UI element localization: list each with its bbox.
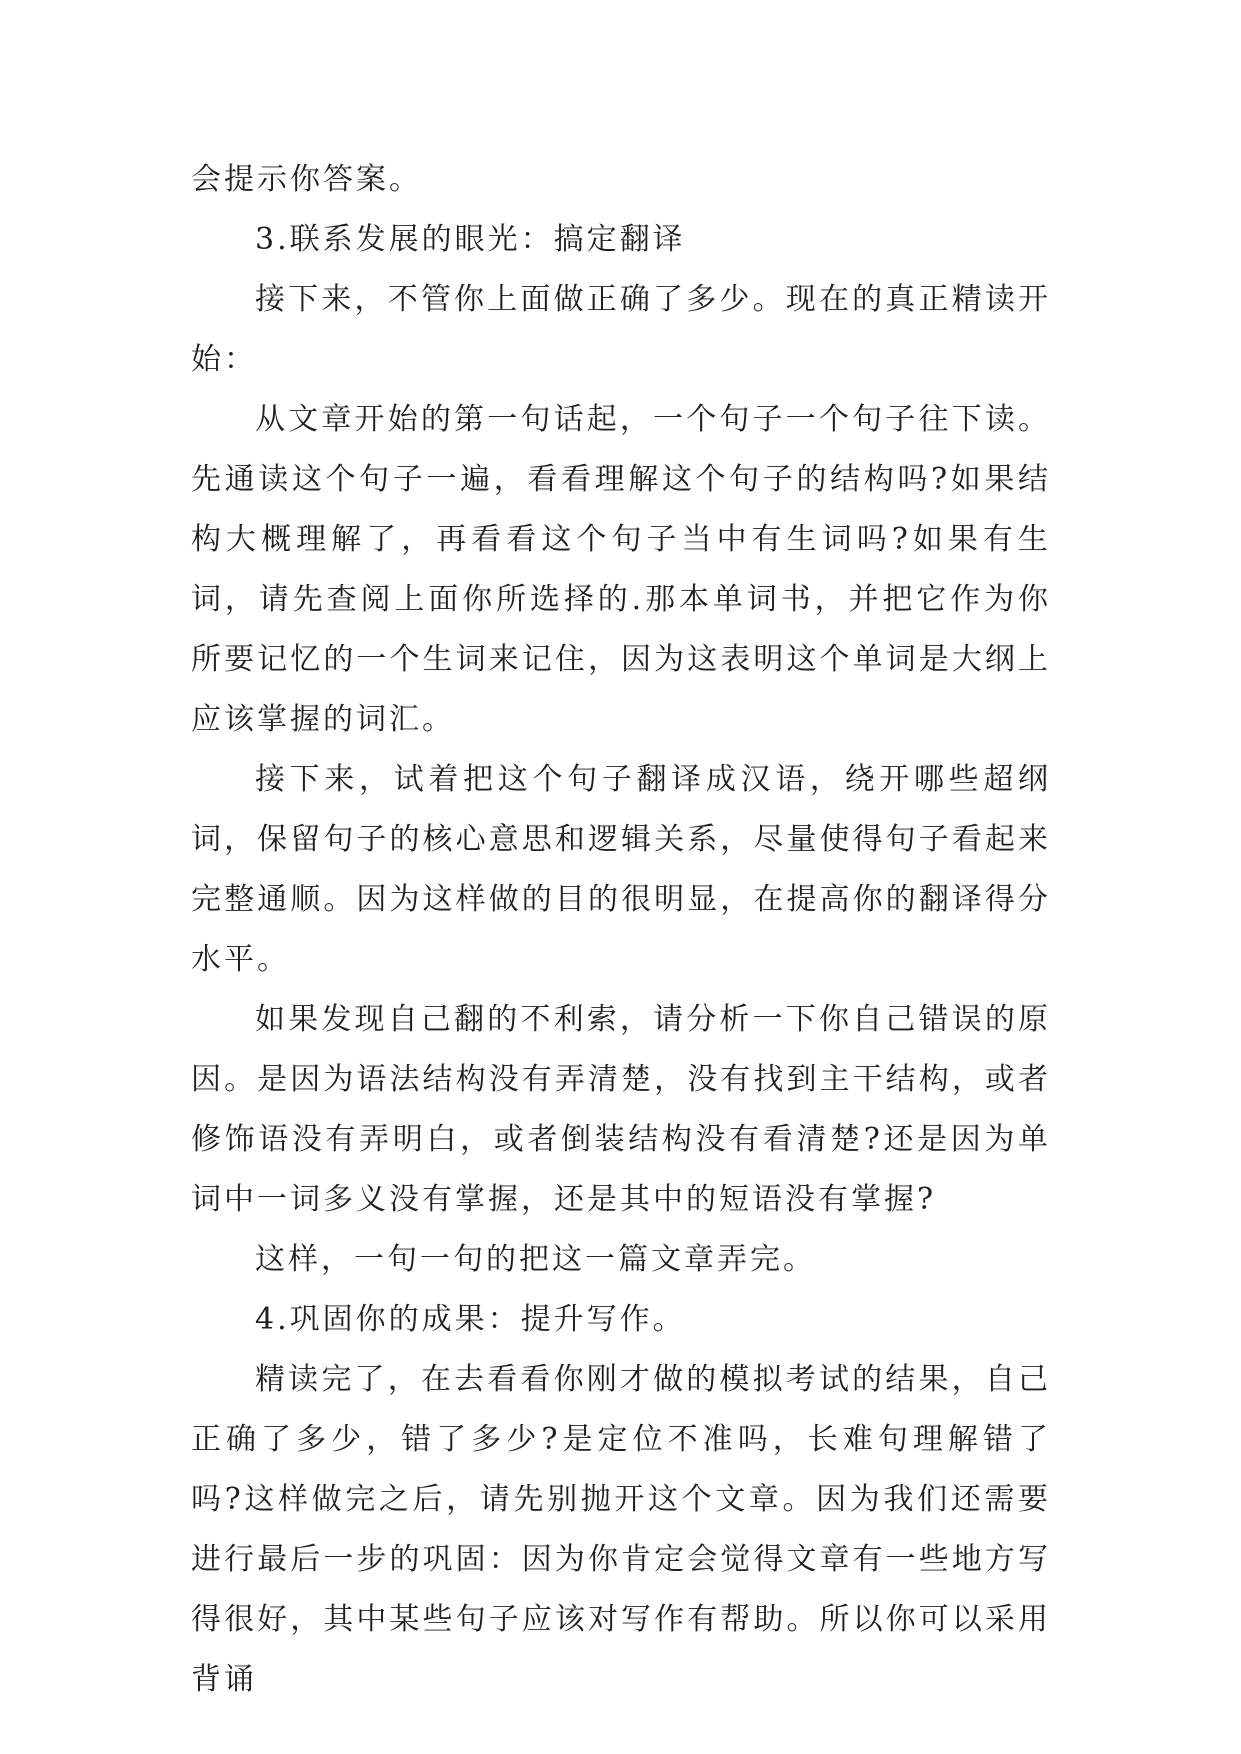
document-body xyxy=(191,150,1051,1710)
paragraph: 从文章开始的第一句话起，一个句子一个句子往下读。先通读这个句子一遍，看看理解这个句子的结构吗?如果结构大概理解了，再看看这个句子当中有生词吗?如果有生词，请先查阅上面你所选择的.那本单词书，并把它作为你所要记忆的一个生词来记住，因为这表明这个单词是大纲上应该掌握的词汇。 xyxy=(191,402,1051,737)
paragraph: 精读完了，在去看看你刚才做的模拟考试的结果，自己正确了多少，错了多少?是定位不准吗，长难句理解错了吗?这样做完之后，请先别抛开这个文章。因为我们还需要进行最后一步的巩固：因为你肯定会觉得文章有一些地方写得很好，其中某些句子应该对写作有帮助。所以你可以采用背诵 xyxy=(191,1362,1051,1697)
section-heading-translation: 3.联系发展的眼光：搞定翻译 xyxy=(255,222,686,257)
paragraph: 这样，一句一句的把这一篇文章弄完。 xyxy=(255,1242,816,1277)
paragraph: 接下来，不管你上面做正确了多少。现在的真正精读开始： xyxy=(191,282,1051,377)
paragraph: 如果发现自己翻的不利索，请分析一下你自己错误的原因。是因为语法结构没有弄清楚，没有找到主干结构，或者修饰语没有弄明白，或者倒装结构没有看清楚?还是因为单词中一词多义没有掌握，还是其中的短语没有掌握? xyxy=(191,1002,1051,1217)
paragraph: 接下来，试着把这个句子翻译成汉语，绕开哪些超纲词，保留句子的核心意思和逻辑关系，尽量使得句子看起来完整通顺。因为这样做的目的很明显，在提高你的翻译得分水平。 xyxy=(191,762,1051,977)
paragraph-continuation: 会提示你答案。 xyxy=(191,162,422,197)
section-heading-writing: 4.巩固你的成果：提升写作。 xyxy=(255,1302,686,1337)
